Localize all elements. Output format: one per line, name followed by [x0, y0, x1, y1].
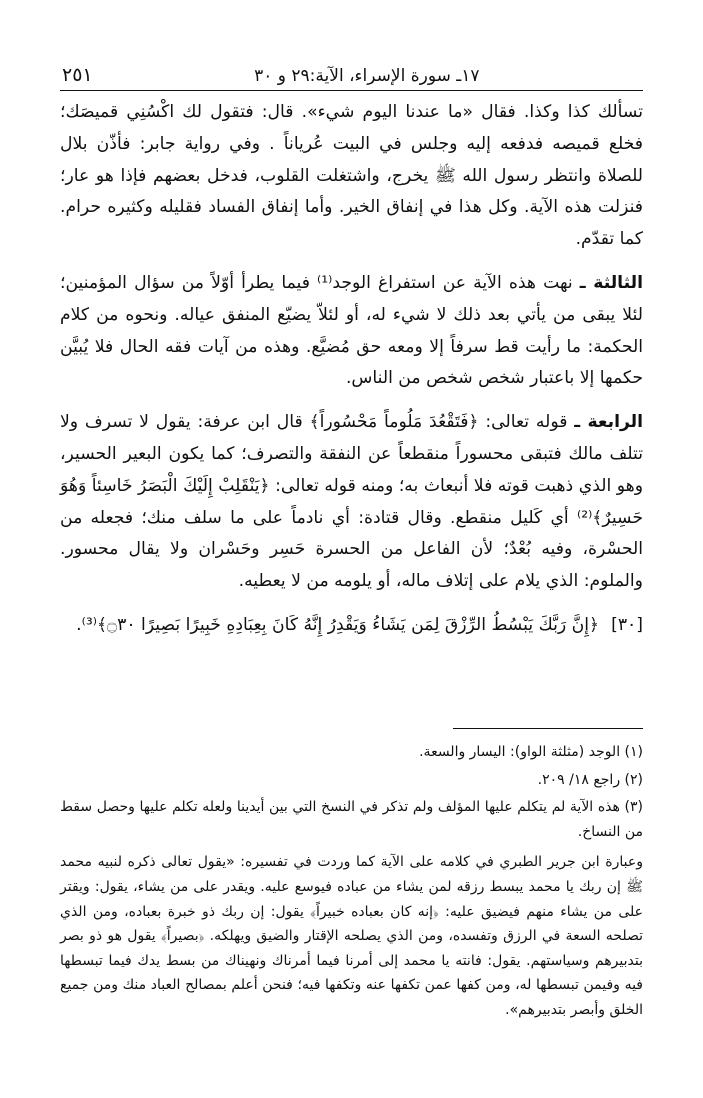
fourth-issue-text: قوله تعالى: ﴿فَتَقْعُدَ مَلُوماً مَحْسُوراً﴾ قال ابن عرفة: يقول لا تسرف ولا تتلف مالك فتبقى محسوراً منقطعاً عن النفقة والتصرف؛ كما يكون البعير الحسير، وهو الذي ذهبت قوته فلا أنبعاث به؛ ومنه قوله تعالى: ﴿يَنْقَلِبْ إِلَيْكَ الْبَصَرُ خَاسِئاً وَهُوَ حَسِيرٌ﴾⁽²⁾ أي كَليل منقطع. وقال قتادة: أي نادماً على ما سلف منك؛ فجعله من الحسْرة، وفيه بُعْدٌ؛ لأن الفاعل من الحسرة حَسِر وحَسْران ولا يقال محسور. والملوم: الذي يلام على إتلاف ماله، أو يلومه من لا يعطيه.: [60, 412, 643, 592]
footnote-3: (٣) هذه الآية لم يتكلم عليها المؤلف ولم تذكر في النسخ التي بين أيدينا ولعله تكلم عليها وحصل سقط من النساخ.: [60, 799, 643, 840]
header-rule: [60, 90, 643, 91]
paragraph-third-issue: [60, 268, 643, 395]
verse-number: [٣٠]: [611, 614, 643, 635]
verse-text: ﴿إِنَّ رَبَّكَ يَبْسُطُ الرِّزْقَ لِمَن يَشَاءُ وَيَقْدِرُ إِنَّهُ كَانَ بِعِبَادِهِ خَبِيرًا بَصِيرًا ۝٣٠﴾⁽³⁾.: [76, 614, 600, 635]
third-issue-text: نهت هذه الآية عن استفراغ الوجد⁽¹⁾ فيما يطرأ أوّلاً من سؤال المؤمنين؛ لئلا يبقى من يأتي بعد ذلك لا شيء له، أو لئلاّ يضيّع المنفق عياله. ونحوه من كلام الحكمة: ما رأيت قط سرفاً إلا ومعه حق مُضيَّع. وهذه من آيات فقه الحال فلا يُبيَّن حكمها إلا باعتبار شخص شخص من الناس.: [60, 272, 643, 389]
footnote-3-extension: وعبارة ابن جرير الطبري في كلامه على الآية كما وردت في تفسيره: «يقول تعالى ذكره لنبيه محمد ﷺ إن ربك يا محمد يبسط رزقه لمن يشاء من عباده فيوسع عليه. ويقدر على من يشاء، يقول: ويقتر على من يشاء منهم فيضيق عليه: ﴿إنه كان بعباده خبيراً﴾ يقول: إن ربك ذو خبرة بعباده، ومن الذي تصلحه السعة في الرزق وتفسده، ومن الذي يصلحه الإقتار والضيق ويهلكه. ﴿بصيراً﴾ يقول هو ذو بصر بتدبيرهم وسياستهم. يقول: فانته يا محمد إلى أمرنا فيما أمرناك ونهيناك من بسط يدك فيما تبسطها فيه وفيمن تبسطها له، ومن كفها عمن تكفها عنه وتكفها فيه؛ فنحن أعلم بمصالح العباد منك ومن جميع الخلق وأبصر بتدبيرهم».: [60, 854, 643, 1018]
main-text: [60, 97, 643, 654]
page-header: [62, 56, 641, 86]
footnote-rule: [453, 728, 643, 729]
fourth-issue-heading: الرابعة ـ: [574, 412, 643, 433]
footnotes: [60, 740, 643, 1023]
running-title: ١٧ـ سورة الإسراء، الآية:٢٩ و ٣٠: [254, 66, 480, 86]
page-number: ٢٥١: [62, 64, 93, 86]
footnote-2: (٢) راجع ١٨/ ٢٠٩.: [537, 771, 643, 788]
paragraph-fourth-issue: [60, 407, 643, 598]
verse-line: [60, 610, 643, 642]
third-issue-heading: الثالثة ـ: [579, 272, 643, 293]
footnote-1: (١) الوجد (مثلثة الواو): اليسار والسعة.: [419, 744, 643, 760]
paragraph-continuation: تسألك كذا وكذا. فقال «ما عندنا اليوم شيء». قال: فتقول لك اكْسُنِي قميصَك؛ فخلع قميصه فدفعه إليه وجلس في البيت عُرياناً . وفي رواية جابر: فأذّن بلال للصلاة وانتظر رسول الله ﷺ يخرج، واشتغلت القلوب، فدخل بعضهم فإذا هو عار؛ فنزلت هذه الآية. وكل هذا في إنفاق الخير. وأما إنفاق الفساد فقليله وكثيره حرام. كما تقدّم.: [60, 102, 643, 250]
